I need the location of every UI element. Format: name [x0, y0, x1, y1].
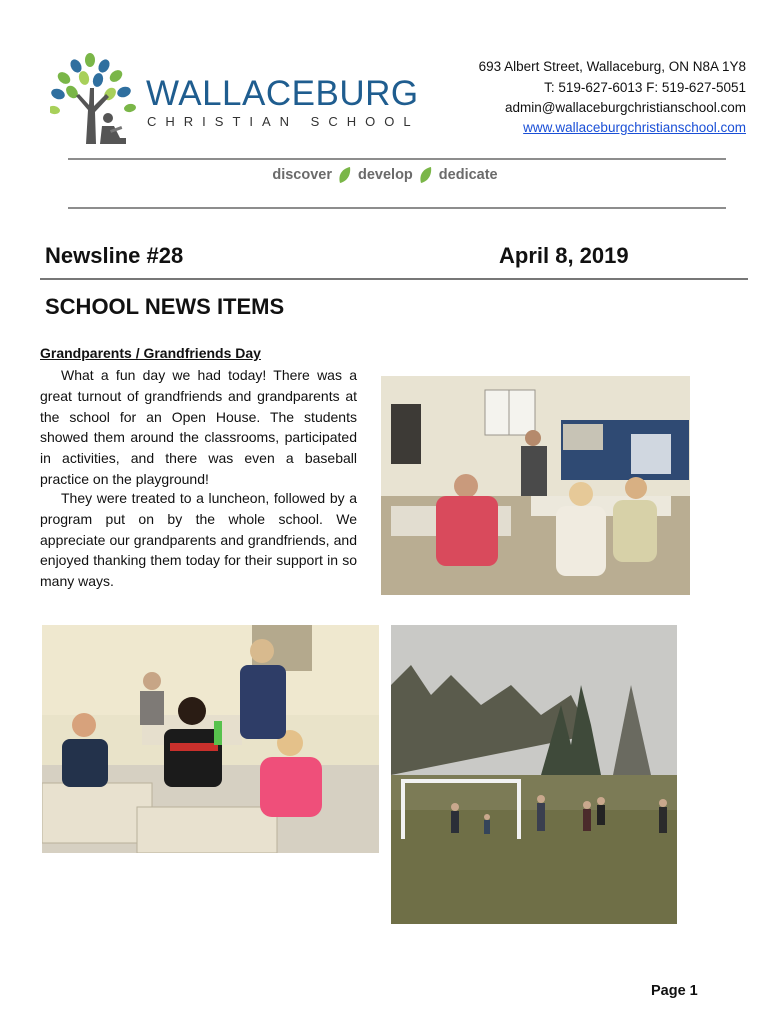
tagline-word-discover: discover [272, 167, 332, 183]
header-divider-top [68, 158, 726, 160]
page-number: Page 1 [651, 983, 698, 999]
newsletter-title: Newsline #28 [45, 243, 184, 268]
school-name: WALLACEBURG [146, 74, 419, 113]
article-paragraph-1 [40, 365, 357, 490]
photo-classroom-visitors [381, 376, 690, 595]
section-heading: SCHOOL NEWS ITEMS [45, 294, 285, 319]
photo-playground-practice [391, 625, 677, 924]
title-divider [40, 278, 748, 280]
article-paragraph-1-text: What a fun day we had today! There was a great turnout of grandfriends and grandparents at the school for an Open House. The students showed them around the classrooms, participated in activities, and there was even a baseball practice on the playground! [40, 367, 357, 487]
school-website-link[interactable]: www.wallaceburgchristianschool.com [523, 120, 746, 135]
leaf-icon [419, 166, 433, 184]
article-paragraph-2 [40, 488, 357, 592]
school-phone-fax: T: 519-627-6013 F: 519-627-5051 [544, 80, 746, 95]
reading-child [100, 113, 126, 144]
tagline-word-dedicate: dedicate [438, 167, 498, 183]
photo-students-with-grandparents [42, 625, 379, 853]
leaf-icon [338, 166, 352, 184]
tagline [0, 166, 770, 184]
article-title: Grandparents / Grandfriends Day [40, 345, 261, 361]
header-divider-bottom [68, 207, 726, 209]
tagline-word-develop: develop [358, 167, 413, 183]
school-email: admin@wallaceburgchristianschool.com [504, 100, 746, 115]
article-paragraph-2-text: They were treated to a luncheon, followed by a program put on by the whole school. We appreciate our grandparents and grandfriends, and enjoyed thanking them today for their support in so many ways. [40, 490, 357, 590]
newsletter-date: April 8, 2019 [499, 243, 629, 268]
school-logo-tree [50, 52, 138, 148]
school-address: 693 Albert Street, Wallaceburg, ON N8A 1Y8 [478, 59, 746, 74]
school-subtitle: CHRISTIAN SCHOOL [147, 114, 420, 129]
